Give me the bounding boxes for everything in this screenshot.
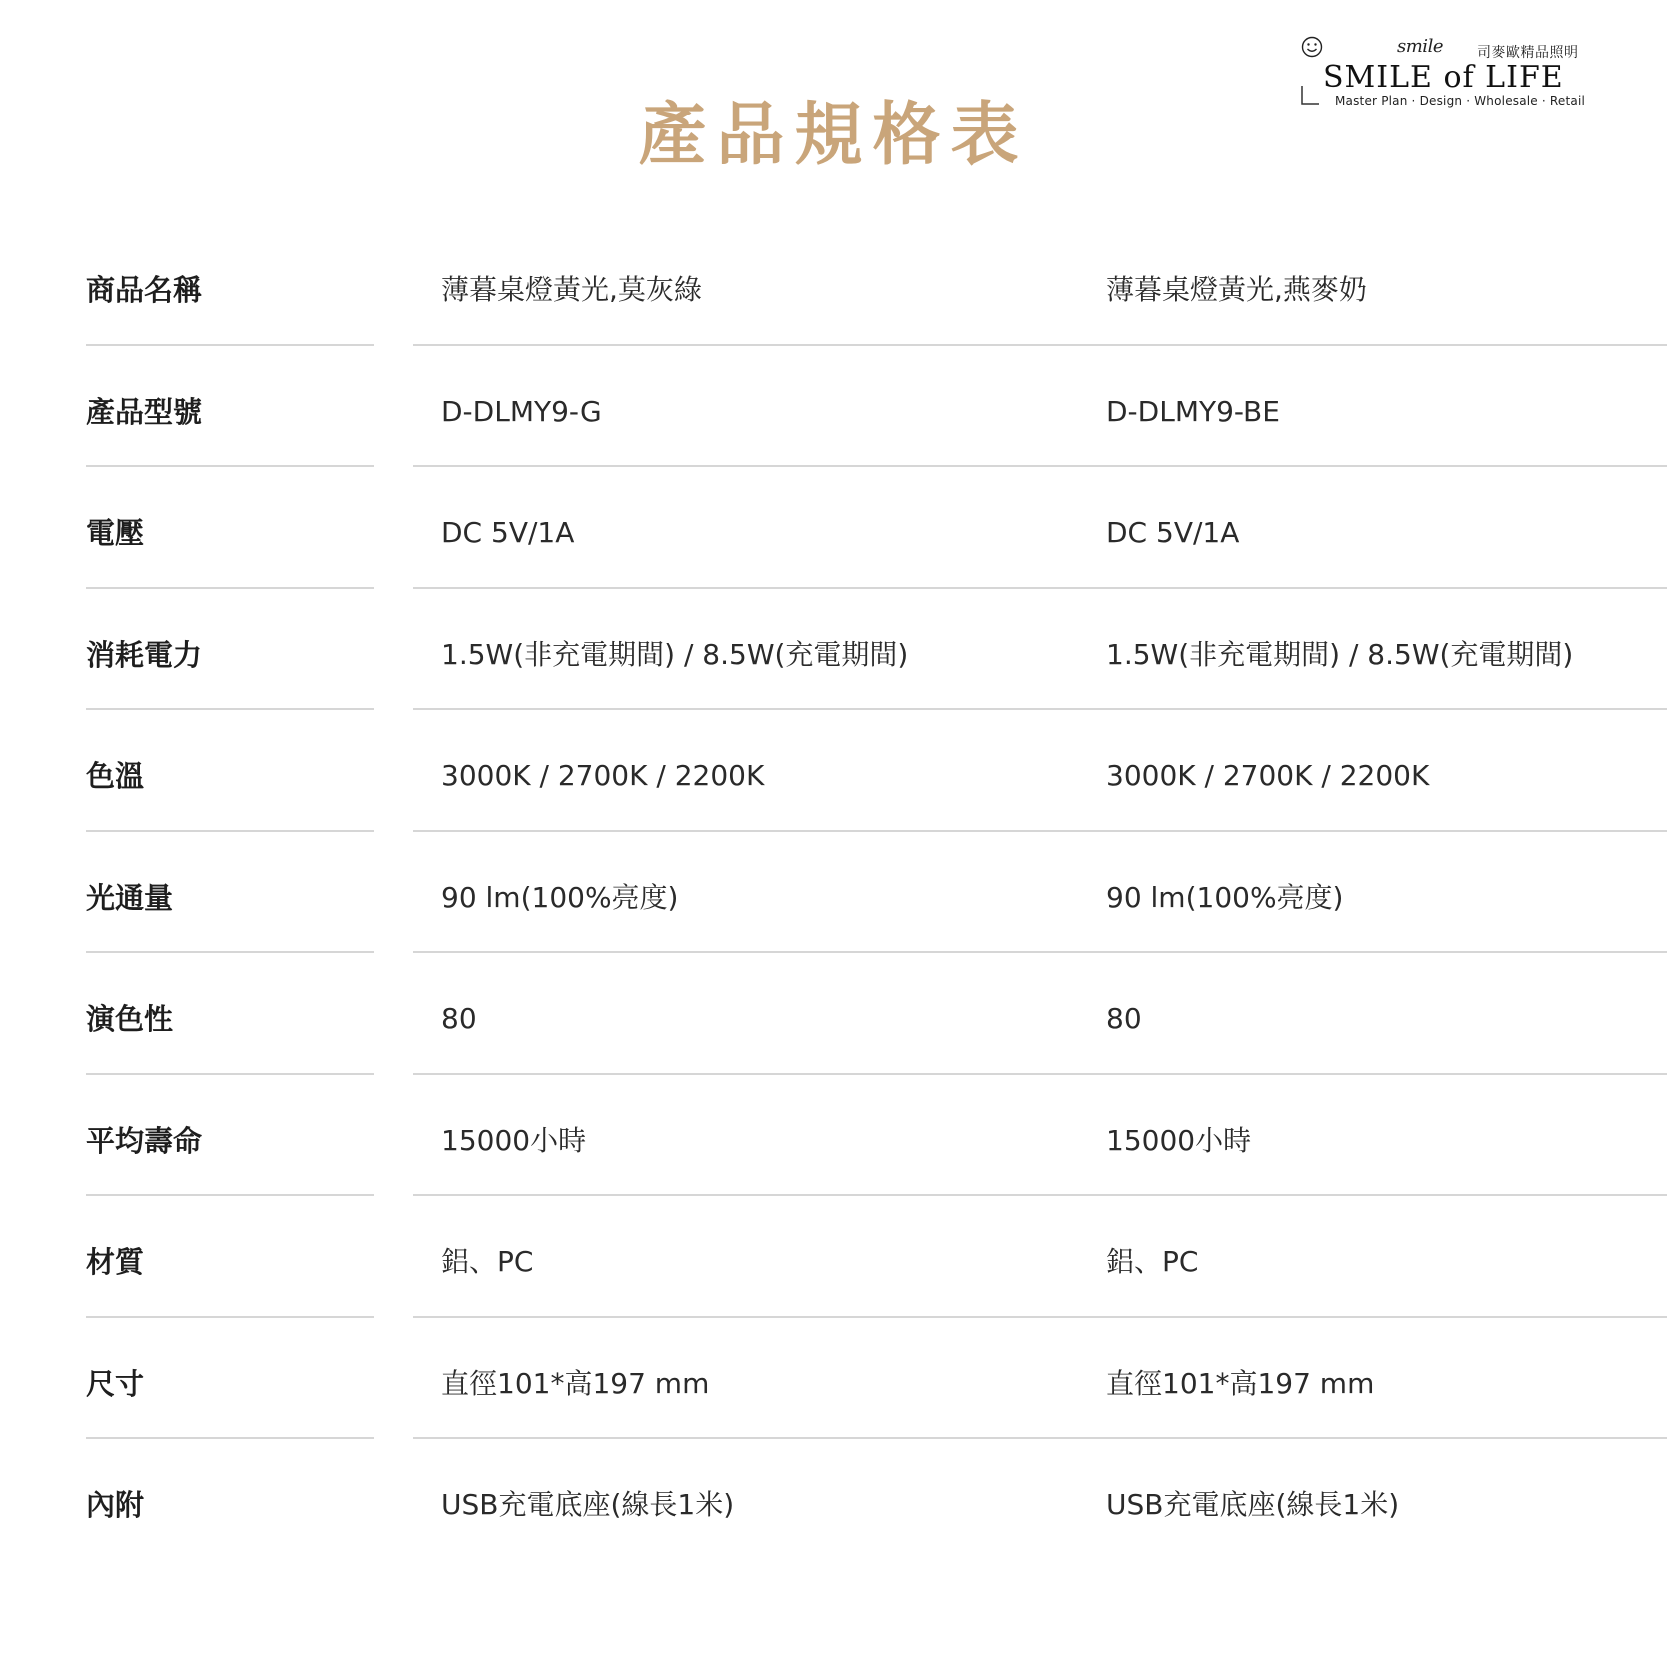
spec-value-green: 80 (441, 1002, 477, 1035)
spec-value-green: 薄暮桌燈黃光,莫灰綠 (441, 273, 702, 306)
spec-label: 產品型號 (86, 394, 203, 429)
spec-value-green: USB充電底座(線長1米) (441, 1488, 735, 1521)
page-title: 產品規格表 (638, 96, 1029, 175)
spec-label: 內附 (86, 1488, 145, 1522)
spec-row-voltage (0, 467, 1667, 589)
spec-value-green: 鋁、PC (441, 1245, 534, 1278)
spec-value-green: 3000K / 2700K / 2200K (441, 759, 765, 792)
spec-row-power (0, 589, 1667, 711)
spec-value-oat: 鋁、PC (1106, 1245, 1199, 1278)
logo-tagline: Master Plan · Design · Wholesale · Retail (1335, 94, 1586, 108)
spec-label: 商品名稱 (86, 273, 203, 307)
logo-brand-name: SMILE of LIFE (1323, 60, 1564, 95)
spec-value-green: 15000小時 (441, 1123, 587, 1157)
spec-row-material (0, 1196, 1667, 1318)
spec-value-oat: DC 5V/1A (1106, 516, 1240, 549)
spec-label: 消耗電力 (86, 637, 203, 672)
spec-row-model (0, 346, 1667, 468)
spec-value-oat: 直徑101*高197 mm (1106, 1366, 1375, 1400)
spec-row-luminous-flux (0, 832, 1667, 954)
spec-value-oat: 15000小時 (1106, 1123, 1252, 1157)
smiley-face-icon (1301, 36, 1323, 58)
logo-chinese-name: 司麥歐精品照明 (1477, 45, 1579, 61)
logo-smile-script: smile (1397, 36, 1443, 57)
spec-label: 光通量 (86, 880, 174, 915)
spec-label: 電壓 (86, 516, 145, 550)
spec-value-oat: 80 (1106, 1002, 1142, 1035)
spec-label: 演色性 (86, 1002, 174, 1036)
spec-value-oat: D-DLMY9-BE (1106, 394, 1280, 428)
spec-row-dimensions (0, 1318, 1667, 1440)
spec-value-green: 90 lm(100%亮度) (441, 880, 679, 914)
spec-value-green: 1.5W(非充電期間) / 8.5W(充電期間) (441, 637, 909, 671)
spec-label: 色溫 (86, 759, 145, 793)
spec-value-oat: 90 lm(100%亮度) (1106, 880, 1344, 914)
spec-row-cri (0, 953, 1667, 1075)
spec-table (0, 224, 1667, 1561)
spec-label: 平均壽命 (86, 1123, 203, 1158)
spec-row-included (0, 1439, 1667, 1561)
spec-label: 尺寸 (86, 1366, 145, 1401)
spec-value-oat: USB充電底座(線長1米) (1106, 1488, 1400, 1521)
spec-value-green: D-DLMY9-G (441, 394, 602, 428)
spec-label: 材質 (86, 1245, 145, 1279)
spec-value-green: 直徑101*高197 mm (441, 1366, 710, 1400)
spec-row-lifespan (0, 1075, 1667, 1197)
spec-value-oat: 1.5W(非充電期間) / 8.5W(充電期間) (1106, 637, 1574, 671)
spec-value-oat: 薄暮桌燈黃光,燕麥奶 (1106, 273, 1367, 306)
spec-value-oat: 3000K / 2700K / 2200K (1106, 759, 1430, 792)
spec-value-green: DC 5V/1A (441, 516, 575, 549)
spec-row-product-name (0, 224, 1667, 346)
spec-row-color-temperature (0, 710, 1667, 832)
